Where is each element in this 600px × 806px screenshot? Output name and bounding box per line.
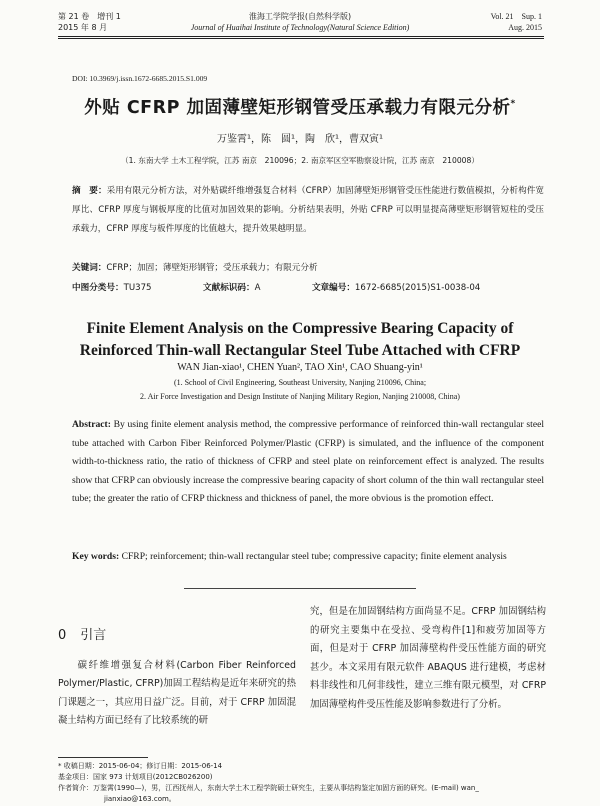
section-separator [184, 588, 416, 589]
paper-title-en: Finite Element Analysis on the Compressive Bearing Capacity of Reinforced Thin-wall Rectangular Steel Tube Attached with CFRP [79, 320, 521, 359]
affiliation-cn: （1. 东南大学 土木工程学院，江苏 南京 210096；2. 南京军区空军勘察设计院，江苏 南京 210008） [121, 156, 479, 165]
body-text-right: 究，但是在加固钢结构方面尚显不足。CFRP 加固钢结构的研究主要集中在受拉、受弯构件[1]和疲劳加固等方面，但是对于 CFRP 加固薄壁构件受压性能方面的研究甚少。本文采用有限元软件 ABAQUS 进行建模，考虑材料非线性和几何非线性，建立三维有限元模型，对 CFRP 加固薄壁构件受压性能及影响参数进行了分析。 [310, 606, 546, 710]
keywords-cn: 关键词：CFRP；加固；薄壁矩形钢管；受压承载力；有限元分析 [72, 263, 318, 273]
abstract-en: Abstract: By using finite element analysis method, the compressive performance of reinforced thin-wall rectangular steel tube attached with Carbon Fiber Reinforced Polymer/Plastic (CFRP) is simulated, and the influence of the component width-to-thickness ratio, the ratio of thickness of CFRP and steel plate on reinforcement effect is analyzed. The results show that CFRP can obviously increase the compressive bearing capacity of short column of the thin wall rectangular steel tube; the greater the ratio of CFRP thickness and thickness of panel, the more obvious is the promotion effect. [72, 419, 544, 505]
body-text-left: 碳纤维增强复合材料(Carbon Fiber Reinforced Polymer/Plastic, CFRP)加固工程结构是近年来研究的热门课题之一，其应用日益广泛。目前，对于 CFRP 加固混凝土结构方面已经有了比较系统的研 [58, 660, 296, 727]
authors-cn: 万鉴霄¹，陈 圆¹，陶 欣¹，曹双寅¹ [216, 134, 384, 145]
classification-line: 中图分类号：TU375 文献标识码：A 文章编号：1672-6685(2015)S1-0038-04 [72, 283, 481, 293]
paper-title-cn: 外贴 CFRP 加固薄壁矩形钢管受压承载力有限元分析* [84, 98, 516, 118]
affiliation-en-2: 2. Air Force Investigation and Design Institute of Nanjing Military Region, Nanjing 210008, China) [140, 392, 460, 401]
authors-en: WAN Jian-xiao¹, CHEN Yuan², TAO Xin¹, CAO Shuang-yin¹ [177, 362, 423, 373]
footnote-author: 作者简介：万鉴霄(1990—)，男，江西抚州人，东南大学土木工程学院硕士研究生，主要从事结构鉴定加固方面的研究。(E-mail) wan_ [58, 784, 479, 792]
section-heading: 0 引言 [58, 628, 107, 643]
issue-date-en: Aug. 2015 [508, 23, 542, 32]
abstract-cn: 摘 要：采用有限元分析方法，对外贴碳纤维增强复合材料（CFRP）加固薄壁矩形钢管受压性能进行数值模拟，分析构件宽厚比、CFRP 厚度与钢板厚度的比值对加固效果的影响。分析结果表明，外贴 CFRP 可以明显提高薄壁矩形钢管短柱的受压承载力，CFRP 厚度与板件厚度的比值越大，提升效果越明显。 [72, 186, 544, 234]
journal-name-en: Journal of Huaihai Institute of Technology(Natural Science Edition) [190, 23, 410, 32]
footnote-fund: 基金项目：国家 973 计划项目(2012CB026200) [58, 773, 213, 781]
doi: DOI: 10.3969/j.issn.1672-6685.2015.S1.009 [72, 74, 208, 83]
footnote-rule [58, 757, 148, 758]
footnote-received: * 收稿日期：2015-06-04；修订日期：2015-06-14 [58, 762, 223, 770]
journal-name-cn: 淮海工学院学报(自然科学版) [248, 12, 352, 21]
volume-info-en: Vol. 21 Sup. 1 [490, 12, 542, 21]
header-rule-thin [58, 38, 544, 39]
header-rule [58, 36, 544, 37]
issue-date: 2015 年 8 月 [58, 23, 108, 32]
footnote-email: jianxiao@163.com。 [104, 795, 176, 803]
keywords-en: Key words: CFRP; reinforcement; thin-wall rectangular steel tube; compressive capacity; finite element analysis [72, 551, 507, 562]
volume-info: 第 21 卷 增刊 1 [58, 12, 121, 21]
affiliation-en-1: (1. School of Civil Engineering, Southeast University, Nanjing 210096, China; [173, 378, 427, 387]
